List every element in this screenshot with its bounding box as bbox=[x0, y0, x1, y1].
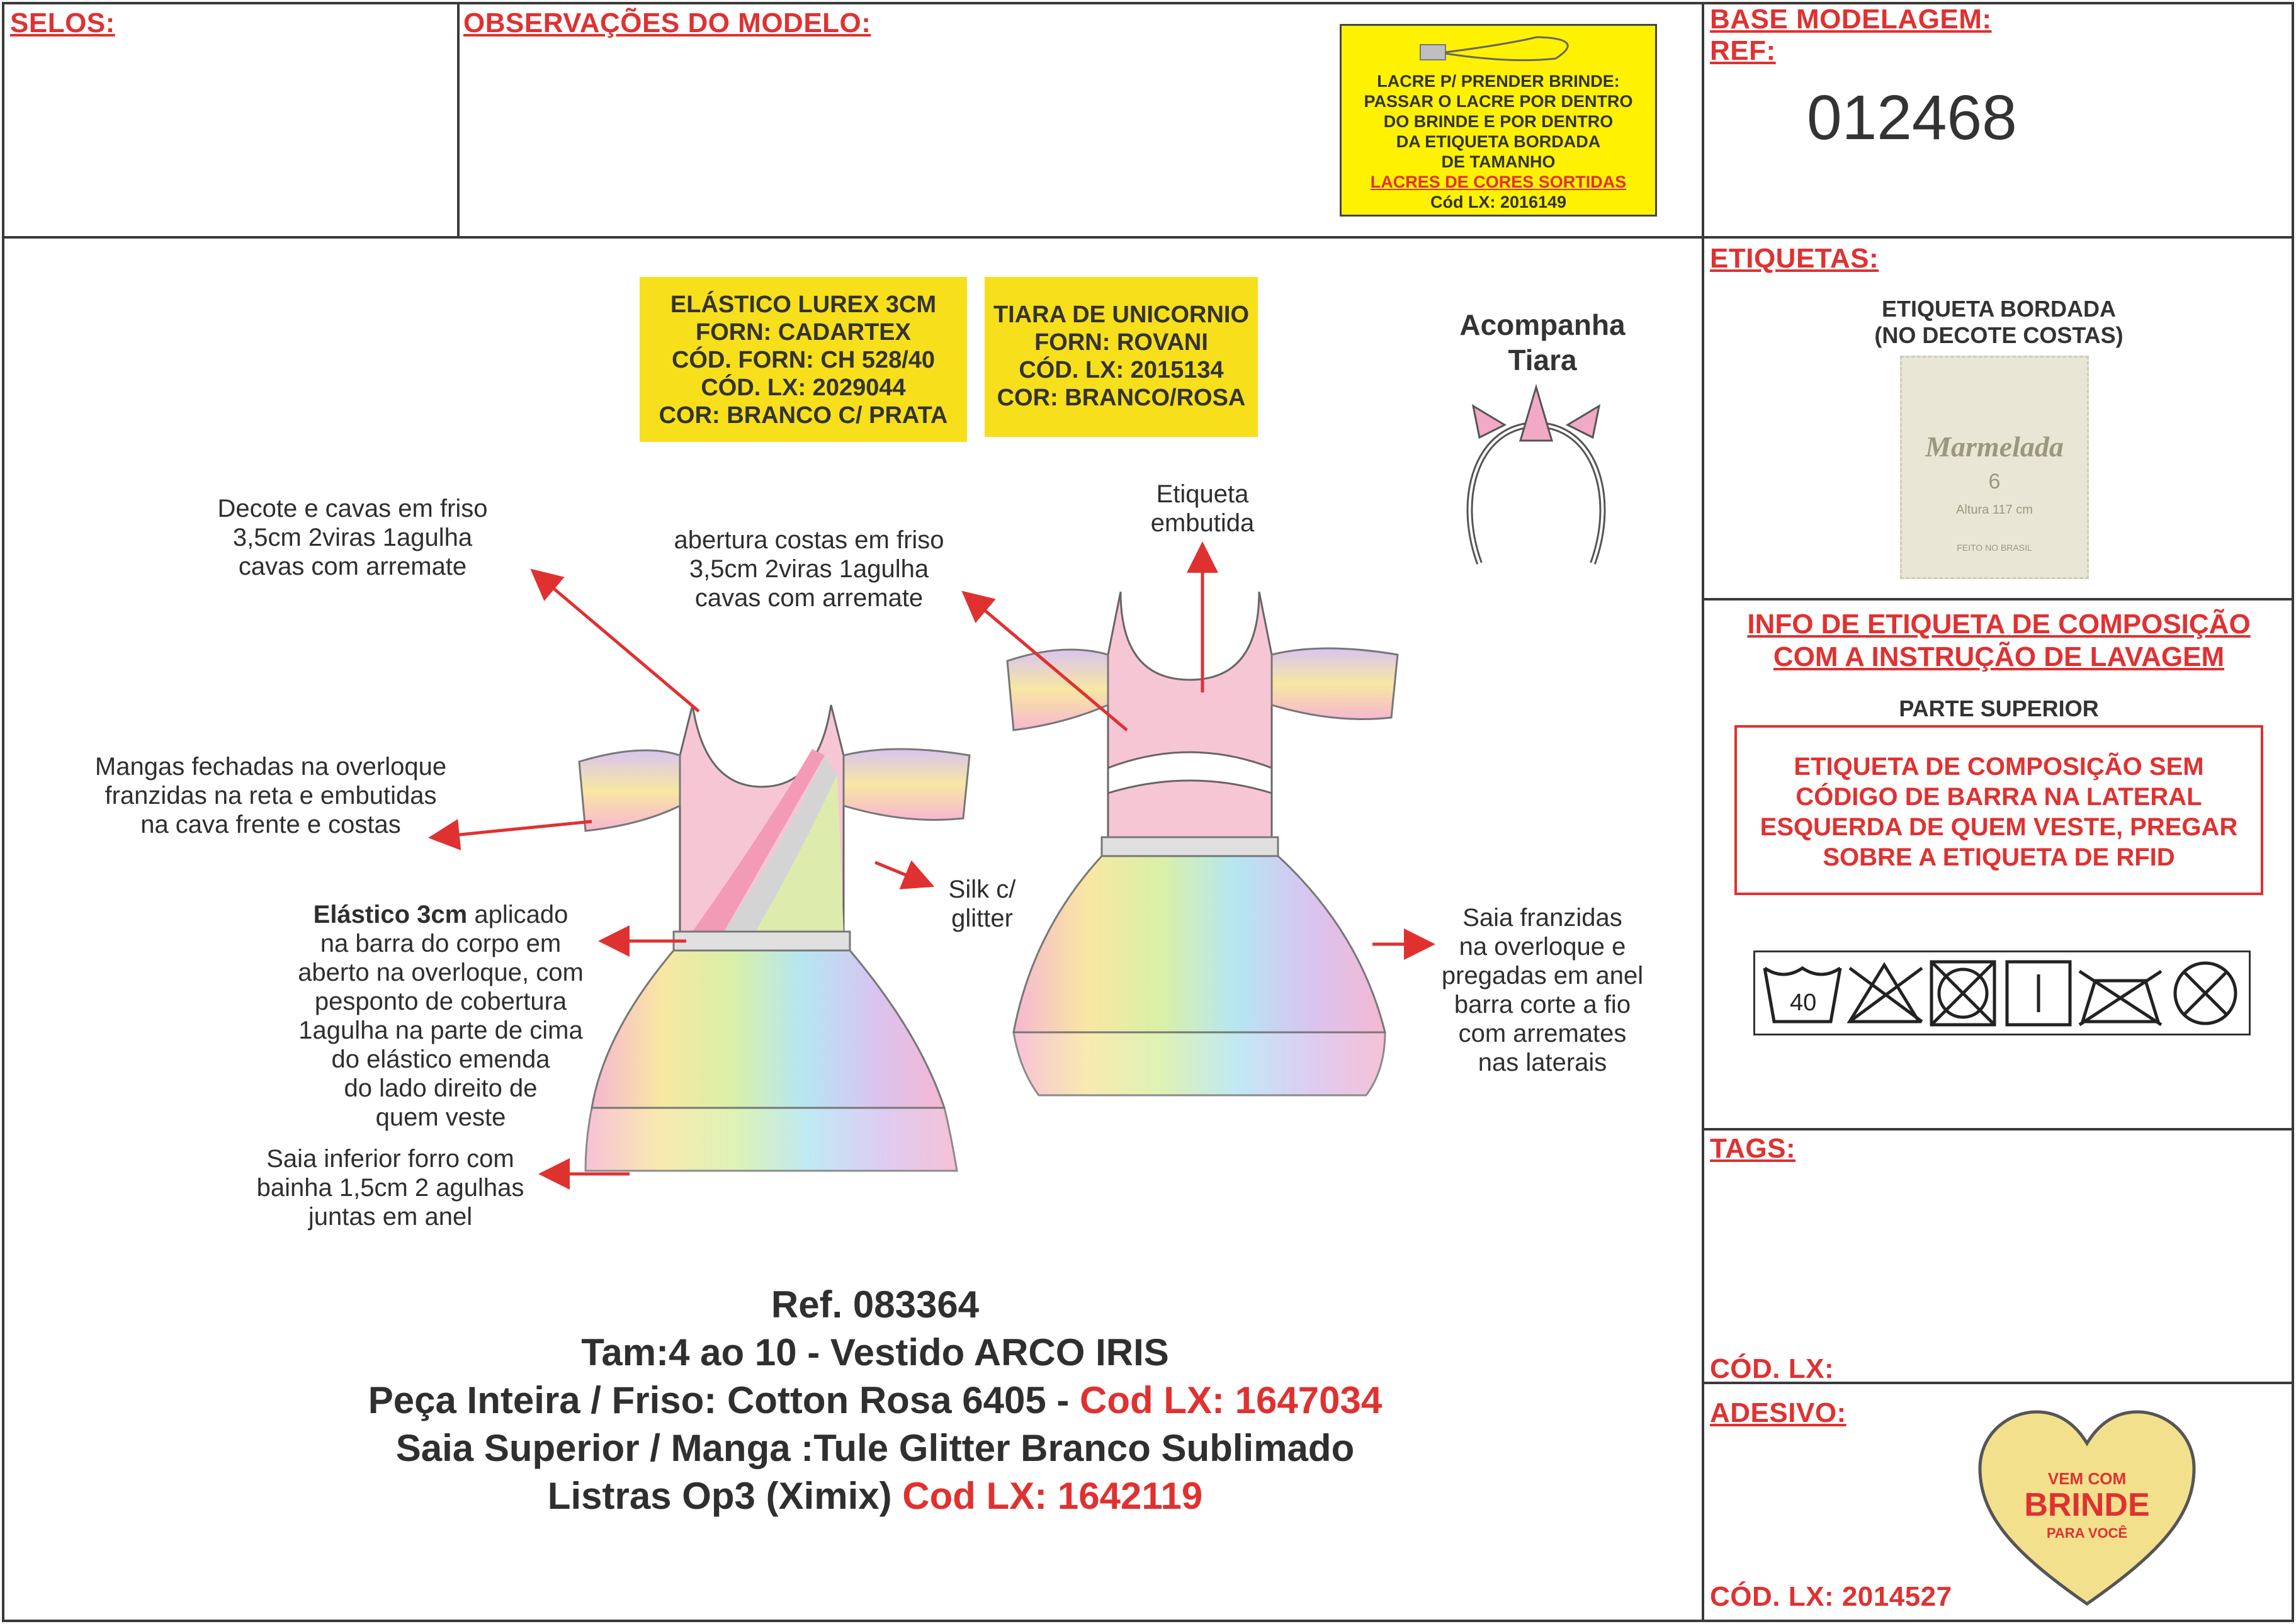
note-elastico bbox=[264, 900, 617, 1132]
elastico-line: FORN: CADARTEX bbox=[696, 319, 911, 346]
note-line: Decote e cavas em friso bbox=[217, 495, 488, 522]
elastico-line: ELÁSTICO LUREX 3CM bbox=[670, 291, 937, 318]
label-made: FEITO NO BRASIL bbox=[1957, 543, 2032, 553]
note-bold: Elástico 3cm bbox=[313, 901, 468, 928]
elastico-line: COR: BRANCO C/ PRATA bbox=[659, 402, 948, 429]
no-dry-clean-icon bbox=[2175, 963, 2236, 1023]
note-line: Etiqueta bbox=[1156, 480, 1249, 508]
product-size: Tam:4 ao 10 - Vestido ARCO IRIS bbox=[581, 1331, 1169, 1373]
note-line: glitter bbox=[951, 905, 1013, 932]
label-size: 6 bbox=[1988, 470, 2001, 493]
tags-heading: TAGS: bbox=[1710, 1133, 1796, 1164]
note-line: 1agulha na parte de cima bbox=[298, 1017, 583, 1044]
note-line: na barra do corpo em bbox=[320, 930, 562, 957]
heart-line-2: BRINDE bbox=[2024, 1487, 2150, 1523]
embroidered-label-image bbox=[1900, 356, 2089, 579]
tiara-line: CÓD. LX: 2015134 bbox=[1019, 357, 1224, 383]
bordada-line: (NO DECOTE COSTAS) bbox=[1874, 322, 2124, 348]
lacre-line: LACRE P/ PRENDER BRINDE: bbox=[1377, 72, 1620, 91]
note-line: do lado direito de bbox=[344, 1074, 538, 1102]
note-line: aberto na overloque, com bbox=[298, 959, 584, 986]
note-line: embutida bbox=[1150, 509, 1255, 537]
product-ref: Ref. 083364 bbox=[771, 1283, 980, 1326]
note-saia-inferior bbox=[227, 1144, 554, 1231]
composicao-line: ESQUERDA DE QUEM VESTE, PREGAR bbox=[1760, 813, 2238, 841]
note-line: quem veste bbox=[375, 1103, 506, 1131]
wash-temp: 40 bbox=[1790, 990, 1817, 1016]
note-line: do elástico emenda bbox=[331, 1046, 550, 1073]
note-etiqueta bbox=[1121, 480, 1284, 538]
cod-lx-adesivo bbox=[1710, 1581, 1952, 1613]
note-line: pregadas em anel bbox=[1441, 962, 1644, 990]
note-line bbox=[264, 900, 617, 929]
note-line: cavas com arremate bbox=[694, 584, 924, 612]
peca-text: Peça Inteira / Friso: Cotton Rosa 6405 - bbox=[368, 1379, 1080, 1421]
heart-line-1: VEM COM bbox=[2047, 1469, 2127, 1488]
note-line: juntas em anel bbox=[308, 1203, 473, 1231]
etiqueta-bordada-label bbox=[1706, 296, 2292, 349]
tiara-line: FORN: ROVANI bbox=[1034, 329, 1208, 356]
heart-line-3: PARA VOCÊ bbox=[2046, 1525, 2128, 1541]
no-bleach-icon bbox=[1850, 965, 1922, 1022]
note-line: franzidas na reta e embutidas bbox=[105, 782, 437, 809]
lacre-code: Cód LX: 2016149 bbox=[1430, 193, 1567, 211]
note-line: na cava frente e costas bbox=[140, 811, 401, 838]
note-line: 3,5cm 2viras 1agulha bbox=[689, 555, 929, 583]
acompanha-line: Acompanha bbox=[1459, 308, 1626, 341]
note-line: pesponto de cobertura bbox=[314, 988, 567, 1015]
label-brand: Marmelada bbox=[1925, 431, 2064, 463]
brinde-heart-sticker bbox=[1977, 1409, 2197, 1610]
info-composicao-heading bbox=[1706, 608, 2292, 674]
product-peca bbox=[0, 1377, 1750, 1424]
info-title-line: INFO DE ETIQUETA DE COMPOSIÇÃO bbox=[1747, 609, 2251, 640]
product-description bbox=[0, 1281, 1750, 1520]
product-listras bbox=[0, 1472, 1750, 1520]
no-iron-icon bbox=[2079, 971, 2161, 1025]
bordada-line: ETIQUETA BORDADA bbox=[1882, 296, 2116, 322]
divider-right-1 bbox=[1702, 236, 2294, 239]
base-modelagem-heading: BASE MODELAGEM: bbox=[1710, 4, 1992, 35]
note-line: cavas com arremate bbox=[238, 553, 467, 580]
note-silk bbox=[932, 875, 1032, 933]
lacre-red-line: LACRES DE CORES SORTIDAS bbox=[1370, 172, 1627, 191]
note-line: bainha 1,5cm 2 agulhas bbox=[256, 1174, 524, 1202]
composicao-box bbox=[1734, 725, 2263, 895]
peca-code: Cod LX: 1647034 bbox=[1080, 1379, 1383, 1421]
adesivo-heading: ADESIVO: bbox=[1710, 1397, 1846, 1428]
product-saia: Saia Superior / Manga :Tule Glitter Branco Sublimado bbox=[395, 1427, 1355, 1469]
composicao-line: ETIQUETA DE COMPOSIÇÃO SEM bbox=[1794, 753, 2204, 781]
etiquetas-heading: ETIQUETAS: bbox=[1710, 243, 1879, 274]
note-decote bbox=[189, 494, 516, 581]
note-line: barra corte a fio bbox=[1454, 991, 1631, 1018]
note-saia-franzidas bbox=[1429, 903, 1656, 1077]
note-line: 3,5cm 2viras 1agulha bbox=[232, 524, 473, 551]
listras-code: Cod LX: 1642119 bbox=[902, 1475, 1203, 1517]
note-line: na overloque e bbox=[1459, 933, 1626, 961]
note-line: Saia franzidas bbox=[1462, 904, 1622, 932]
lacre-line: DE TAMANHO bbox=[1441, 152, 1556, 171]
cod-lx-adesivo-value: 2014527 bbox=[1841, 1581, 1952, 1612]
note-rest: aplicado bbox=[467, 901, 568, 928]
lacre-line: DA ETIQUETA BORDADA bbox=[1396, 132, 1601, 151]
tiara-line: COR: BRANCO/ROSA bbox=[997, 385, 1246, 411]
elastico-line: CÓD. LX: 2029044 bbox=[701, 375, 906, 401]
parte-superior-label: PARTE SUPERIOR bbox=[1899, 696, 2099, 721]
no-tumble-dry-icon bbox=[1931, 962, 1994, 1025]
note-line: com arremates bbox=[1458, 1020, 1627, 1047]
lacre-line: PASSAR O LACRE POR DENTRO bbox=[1364, 92, 1633, 111]
note-line: Saia inferior forro com bbox=[266, 1145, 514, 1173]
ref-value: 012468 bbox=[1807, 82, 2017, 153]
wash-40-icon bbox=[1765, 968, 1840, 1022]
line-dry-icon bbox=[2007, 962, 2070, 1025]
note-mangas bbox=[57, 752, 485, 839]
wash-symbols-box bbox=[1753, 950, 2251, 1035]
ref-heading: REF: bbox=[1710, 35, 1776, 66]
listras-text: Listras Op3 (Ximix) bbox=[547, 1475, 903, 1517]
cod-lx-adesivo-label: CÓD. LX: bbox=[1710, 1581, 1842, 1612]
lacre-line: DO BRINDE E POR DENTRO bbox=[1383, 112, 1614, 131]
info-title-line: COM A INSTRUÇÃO DE LAVAGEM bbox=[1773, 641, 2225, 672]
wash-symbols bbox=[1755, 952, 2249, 1034]
note-line: abertura costas em friso bbox=[674, 526, 944, 554]
divider-right-2 bbox=[1702, 598, 2294, 601]
note-line: Mangas fechadas na overloque bbox=[94, 753, 447, 781]
composicao-line: SOBRE A ETIQUETA DE RFID bbox=[1823, 843, 2175, 871]
label-height: Altura 117 cm bbox=[1956, 503, 2033, 517]
note-abertura bbox=[642, 526, 976, 612]
cod-lx-tags: CÓD. LX: bbox=[1710, 1353, 1835, 1384]
selos-heading: SELOS: bbox=[10, 8, 115, 38]
elastico-line: CÓD. FORN: CH 528/40 bbox=[671, 347, 936, 373]
composicao-line: CÓDIGO DE BARRA NA LATERAL bbox=[1796, 783, 2202, 811]
acompanha-line: Tiara bbox=[1508, 344, 1577, 376]
note-line: Silk c/ bbox=[948, 876, 1016, 903]
note-line: nas laterais bbox=[1478, 1049, 1607, 1076]
divider-right-3 bbox=[1702, 1128, 2294, 1131]
tiara-line: TIARA DE UNICORNIO bbox=[993, 302, 1250, 328]
observacoes-heading: OBSERVAÇÕES DO MODELO: bbox=[463, 8, 871, 38]
